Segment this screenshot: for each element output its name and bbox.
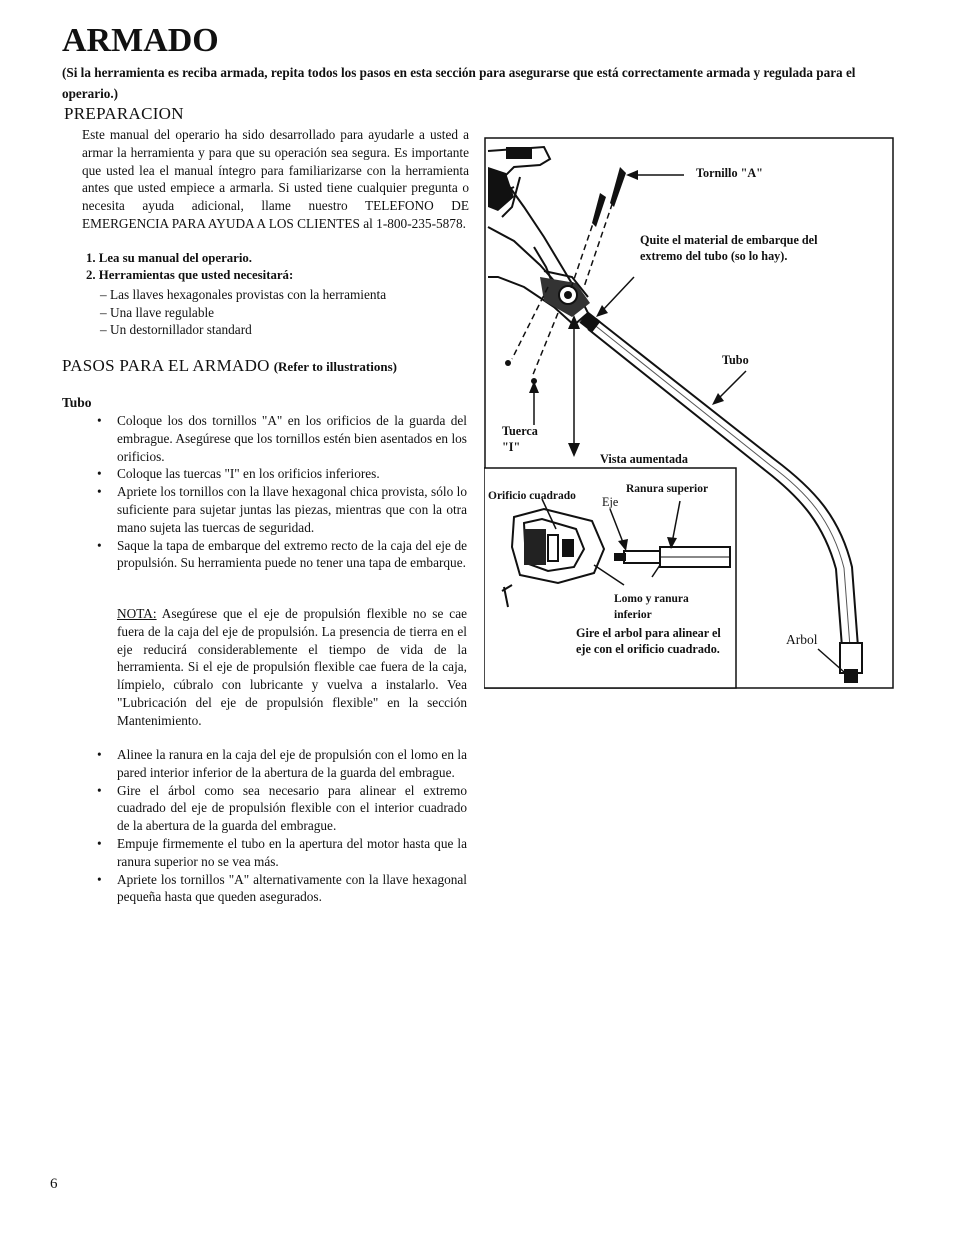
bullet-item [97,412,467,465]
bullet-item [97,871,467,907]
tools-list [82,286,462,339]
preparacion-steps [86,250,466,284]
bullet-text: Empuje firmemente el tubo en la apertura del motor hasta que la ranura superior no se vea más. [117,835,467,869]
label-orificio-cuadrado: Orificio cuadrado [488,490,576,502]
tool-item: – Las llaves hexagonales provistas con la herramienta [100,287,387,302]
tool-item: – Un destornillador standard [100,322,252,337]
bullets-list-a [97,412,467,572]
bullet-mark: • [97,413,102,428]
label-arbol: Arbol [786,632,818,647]
bullet-text: Gire el árbol como sea necesario para alinear el extremo cuadrado del eje de propulsión flexible con el interior cuadrado de la abertura de la guarda del embrague. [117,782,467,834]
preparacion-paragraph: Este manual del operario ha sido desarrollado para ayudarle a usted a armar la herramienta y para que su operación sea segura. Es importante que usted lea el manual íntegro para familiarizarse con la herramienta antes que usted empiece a armarla. Si usted tiene cualquier pregunta o necesita ayuda adicional, llame nuestro TELEFONO DE EMERGENCIA PARA AYUDA A LOS CLIENTES al 1-800-235-5878. [82,127,469,231]
tool-item: – Una llave regulable [100,304,215,320]
bullet-text: Coloque los dos tornillos "A" en los orificios de la guarda del embrague. Asegúrese que los tornillos estén bien asentados en los orificios. [117,413,467,464]
bullet-item [97,746,467,782]
label-tubo: Tubo [722,353,749,367]
bullet-text: Coloque las tuercas "I" en los orificios inferiores. [117,466,380,482]
nota-paragraph [117,605,467,730]
step-item: 2. Herramientas que usted necesitará: [86,268,294,282]
bullet-item [97,537,467,573]
intro-note: (Si la herramienta es reciba armada, repita todos los pasos en esta sección para asegurarse que está correctamente armada y regulada para el operario.) [62,65,856,101]
bullet-text: Apriete los tornillos "A" alternativamente con la llave hexagonal pequeña hasta que queden asegurados. [117,871,467,905]
bullet-item [97,835,467,871]
bullet-text: Apriete los tornillos con la llave hexagonal chica provista, sólo lo suficiente para sujetar juntas las piezas, mientras que con la otra mano sujeta las tuercas de seguridad. [117,484,467,535]
subheading-tubo: Tubo [62,395,92,410]
pasos-heading-text: PASOS PARA EL ARMADO [62,356,270,375]
label-quite-material: Quite el material de embarque del extremo del tubo (so lo hay). [640,233,818,263]
label-tornillo-a: Tornillo "A" [696,166,763,180]
bullet-mark: • [97,537,102,553]
label-eje: Eje [602,495,619,509]
bullet-mark: • [97,871,102,887]
page-number: 6 [50,1176,58,1192]
bullet-mark: • [97,782,102,798]
assembly-figure [484,137,894,689]
pasos-heading-note: (Refer to illustrations) [273,359,397,374]
bullet-item [97,483,467,536]
bullet-mark: • [97,835,102,851]
bullet-text: Saque la tapa de embarque del extremo recto de la caja del eje de propulsión. Su herramienta puede no tener una tapa de embarque. [117,537,467,571]
bullet-mark: • [97,466,102,482]
bullet-item [97,782,467,835]
bullet-item [97,465,467,483]
nota-label: NOTA: [117,606,157,621]
section-heading-pasos [62,356,397,376]
label-tuerca: Tuerca "I" [502,424,538,454]
bullet-mark: • [97,484,102,500]
bullets-list-b [97,746,467,906]
page-title: ARMADO [62,22,219,59]
nota-text: Asegúrese que el eje de propulsión flexible no se cae fuera de la caja del eje de propulsión. La presencia de tierra en el eje reducirá considerablemente el tiempo de vida de la herramienta. Si el eje de propulsión flexible cae fuera de la caja, límpielo, cúbralo con lubricante y vuelva a instalarlo. Vea "Lubricación del eje de propulsión flexible" en la sección Mantenimiento. [117,606,467,728]
label-lomo-ranura: Lomo y ranura inferior [614,593,689,621]
section-heading-preparacion: PREPARACION [64,104,184,123]
bullet-text: Alinee la ranura en la caja del eje de propulsión con el lomo en la pared interior inferior de la abertura de la guarda del embrague. [117,747,467,780]
step-item: 1. Lea su manual del operario. [86,251,253,265]
label-gire-arbol: Gire el arbol para alinear el eje con el orificio cuadrado. [576,626,721,656]
bullet-mark: • [97,747,102,762]
label-vista-aumentada: Vista aumentada [600,452,688,466]
label-ranura-superior: Ranura superior [626,483,709,495]
